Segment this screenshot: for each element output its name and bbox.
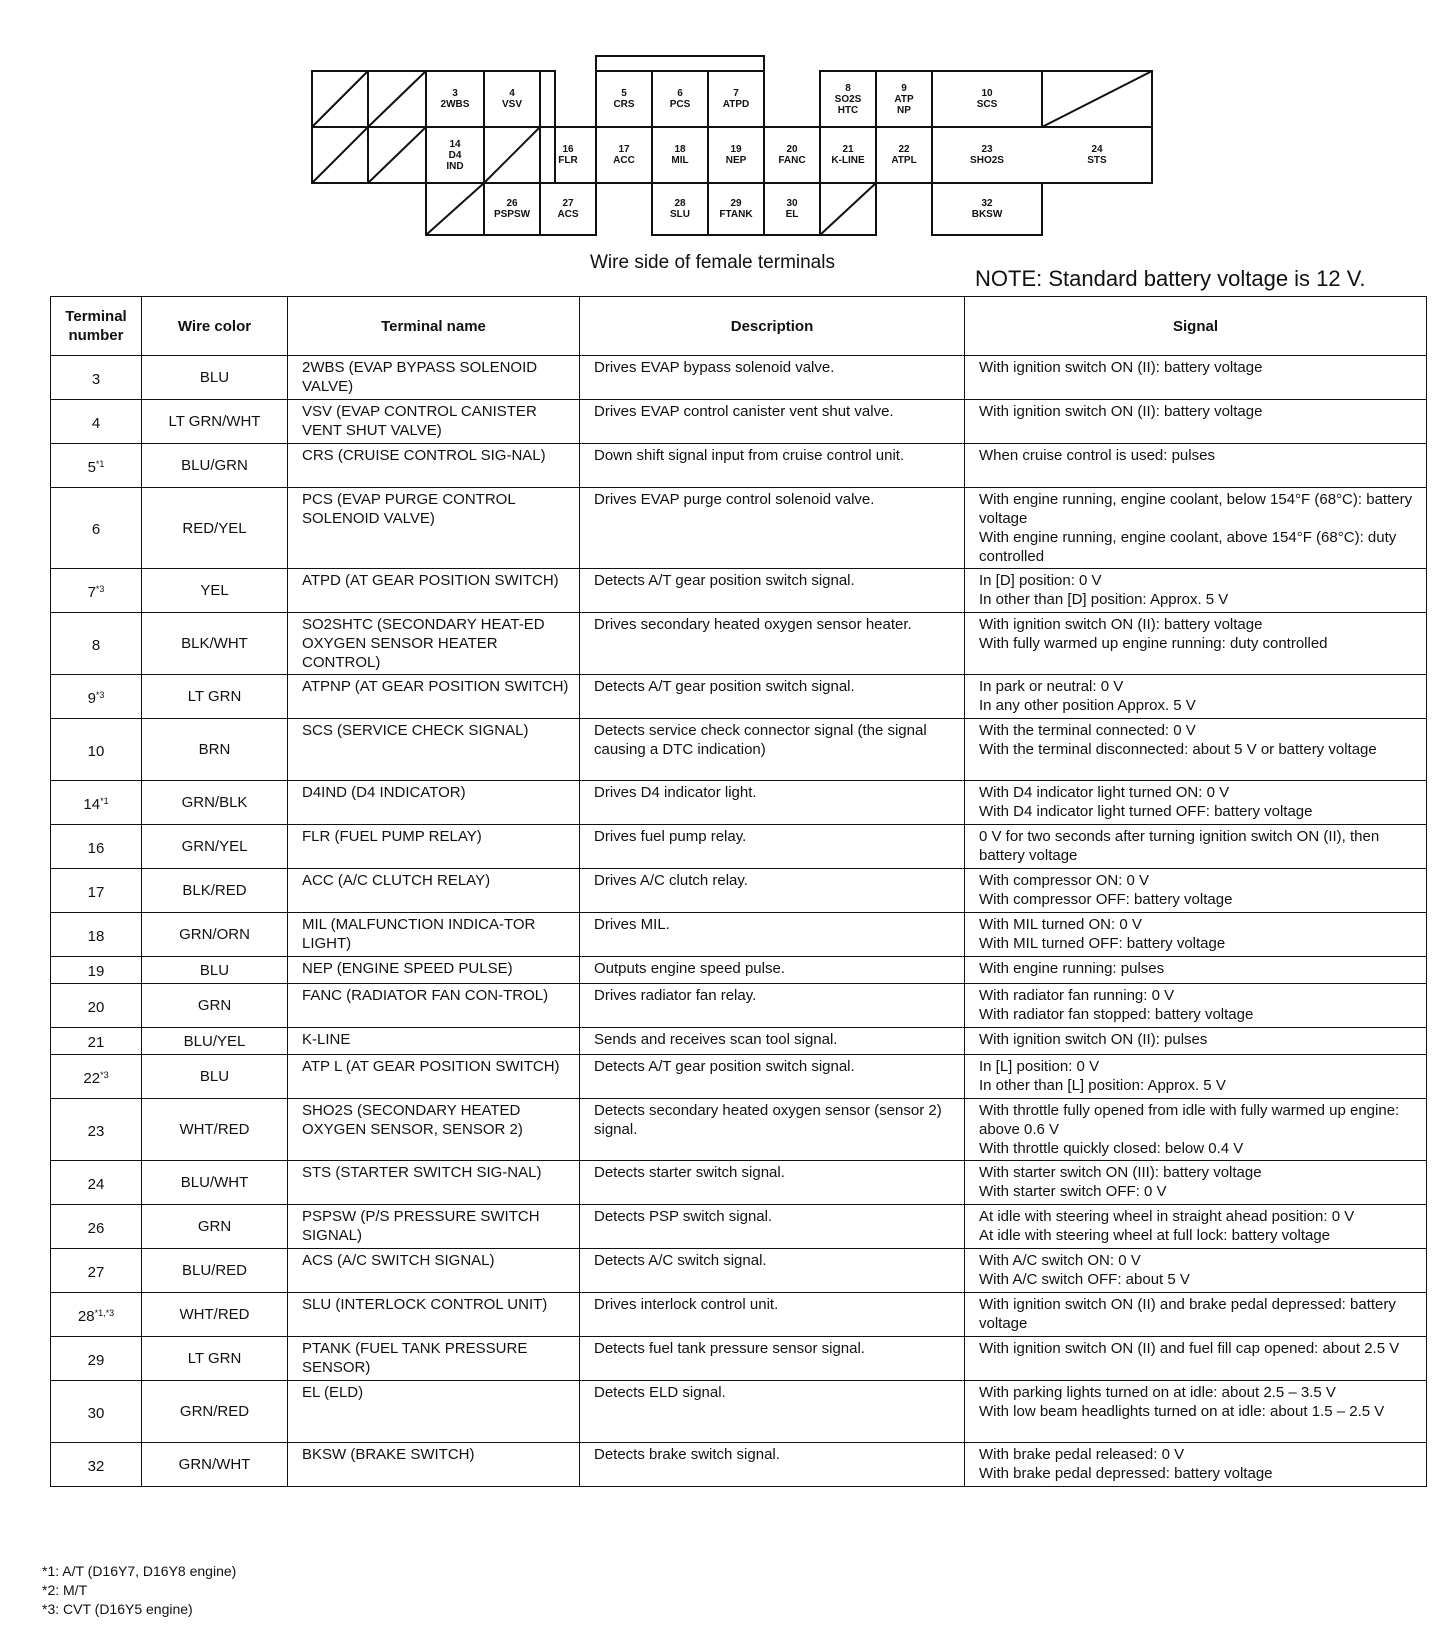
signal-line: With engine running, engine coolant, below 154°F (68°C): battery voltage <box>979 491 1413 527</box>
table-row <box>51 719 1427 781</box>
terminal-number-cell <box>51 488 142 569</box>
table-row <box>51 1293 1427 1337</box>
cavity-24: 24 STS <box>1087 144 1107 166</box>
signal-line: With low beam headlights turned on at idle: about 1.5 – 2.5 V <box>979 1403 1385 1420</box>
terminal-number: 21 <box>87 1034 105 1051</box>
terminal-number-cell <box>51 1381 142 1443</box>
terminal-name: EL (ELD) <box>288 1381 580 1443</box>
table-row <box>51 1249 1427 1293</box>
description: Drives interlock control unit. <box>580 1293 965 1337</box>
signal-line: With MIL turned OFF: battery voltage <box>979 935 1226 952</box>
terminal-name: 2WBS (EVAP BYPASS SOLENOID VALVE) <box>288 356 580 400</box>
connector-diagram <box>0 0 1456 250</box>
terminal-number: 32 <box>87 1457 105 1475</box>
signal-line: With the terminal connected: 0 V <box>979 722 1196 739</box>
footnote-ref: *1 <box>100 795 109 806</box>
signal-line: With ignition switch ON (II): battery voltage <box>979 616 1263 633</box>
terminal-number: 14 <box>83 795 101 813</box>
cavity-16: 16 FLR <box>558 144 578 166</box>
description: Drives EVAP control canister vent shut valve. <box>580 400 965 444</box>
table-row <box>51 869 1427 913</box>
footnotes <box>42 1562 236 1619</box>
terminal-number-cell <box>51 1293 142 1337</box>
table-header-row <box>51 297 1427 356</box>
description: Drives A/C clutch relay. <box>580 869 965 913</box>
signal <box>965 613 1427 675</box>
wire-color: YEL <box>142 569 288 613</box>
header-signal: Signal <box>965 297 1427 356</box>
signal <box>965 569 1427 613</box>
terminal-number: 6 <box>91 521 101 538</box>
footnote-ref: *3 <box>95 583 105 594</box>
wire-color: GRN/RED <box>142 1381 288 1443</box>
terminal-name: MIL (MALFUNCTION INDICA-TOR LIGHT) <box>288 913 580 957</box>
cavity-32: 32 BKSW <box>971 198 1003 220</box>
terminal-name: STS (STARTER SWITCH SIG-NAL) <box>288 1161 580 1205</box>
signal <box>965 984 1427 1028</box>
terminal-number-cell <box>51 1055 142 1099</box>
terminal-name: K-LINE <box>288 1028 580 1055</box>
terminal-name: SO2SHTC (SECONDARY HEAT-ED OXYGEN SENSOR HEATER CONTROL) <box>288 613 580 675</box>
description: Detects A/T gear position switch signal. <box>580 675 965 719</box>
signal-line: With ignition switch ON (II): pulses <box>979 1031 1208 1048</box>
description: Detects A/C switch signal. <box>580 1249 965 1293</box>
terminal-number: 9 <box>87 689 96 707</box>
terminal-number-cell <box>51 356 142 400</box>
terminal-number: 17 <box>87 883 105 901</box>
description: Drives radiator fan relay. <box>580 984 965 1028</box>
table-row <box>51 1161 1427 1205</box>
terminal-number-cell <box>51 825 142 869</box>
signal <box>965 1099 1427 1161</box>
terminal-number: 27 <box>87 1263 105 1281</box>
terminal-name: ATP L (AT GEAR POSITION SWITCH) <box>288 1055 580 1099</box>
table-row <box>51 569 1427 613</box>
signal <box>965 957 1427 984</box>
terminal-number: 19 <box>87 963 105 980</box>
description: Sends and receives scan tool signal. <box>580 1028 965 1055</box>
footnote-ref: *3 <box>100 1069 109 1080</box>
description: Drives EVAP purge control solenoid valve. <box>580 488 965 569</box>
terminal-number: 10 <box>87 742 105 760</box>
terminal-number: 28 <box>77 1307 95 1325</box>
signal <box>965 488 1427 569</box>
terminal-number: 8 <box>91 636 101 654</box>
footnote: *2: M/T <box>42 1582 88 1598</box>
cavity-30: 30 EL <box>785 198 799 220</box>
terminal-number: 16 <box>87 839 105 857</box>
signal <box>965 869 1427 913</box>
terminal-number: 30 <box>87 1404 105 1422</box>
signal-line: With radiator fan running: 0 V <box>979 987 1175 1004</box>
signal-line: With throttle fully opened from idle with fully warmed up engine: above 0.6 V <box>979 1102 1400 1138</box>
cavity-29: 29 FTANK <box>719 198 753 220</box>
description: Detects A/T gear position switch signal. <box>580 569 965 613</box>
cavity-3: 3 2WBS <box>440 88 470 110</box>
table-row <box>51 825 1427 869</box>
wire-color: BLK/RED <box>142 869 288 913</box>
signal <box>965 719 1427 781</box>
cavity-10: 10 SCS <box>976 88 998 110</box>
signal-line: In other than [L] position: Approx. 5 V <box>979 1077 1226 1094</box>
header-description: Description <box>580 297 965 356</box>
cavity-6: 6 PCS <box>669 88 691 110</box>
description: Detects brake switch signal. <box>580 1443 965 1487</box>
cavity-9: 9 ATP NP <box>894 82 914 116</box>
signal-line: With ignition switch ON (II): battery voltage <box>979 403 1263 420</box>
description: Detects ELD signal. <box>580 1381 965 1443</box>
wire-color: BLU/WHT <box>142 1161 288 1205</box>
terminal-number-cell <box>51 1028 142 1055</box>
terminal-name: SCS (SERVICE CHECK SIGNAL) <box>288 719 580 781</box>
signal <box>965 781 1427 825</box>
signal <box>965 1028 1427 1055</box>
terminal-number: 4 <box>91 414 101 432</box>
terminal-name: NEP (ENGINE SPEED PULSE) <box>288 957 580 984</box>
signal-line: With MIL turned ON: 0 V <box>979 916 1142 933</box>
signal-line: With brake pedal depressed: battery voltage <box>979 1465 1273 1482</box>
wire-color: BRN <box>142 719 288 781</box>
table-row <box>51 984 1427 1028</box>
terminal-name: D4IND (D4 INDICATOR) <box>288 781 580 825</box>
table-row <box>51 488 1427 569</box>
cavity-4: 4 VSV <box>501 88 522 110</box>
terminal-name: PSPSW (P/S PRESSURE SWITCH SIGNAL) <box>288 1205 580 1249</box>
wire-color: GRN <box>142 1205 288 1249</box>
terminal-number: 3 <box>91 370 101 388</box>
terminal-number: 29 <box>87 1351 105 1369</box>
cavity-21: 21 K-LINE <box>831 144 865 166</box>
table-row <box>51 444 1427 488</box>
wire-color: GRN/BLK <box>142 781 288 825</box>
terminal-name: FLR (FUEL PUMP RELAY) <box>288 825 580 869</box>
description: Drives fuel pump relay. <box>580 825 965 869</box>
terminal-number-cell <box>51 984 142 1028</box>
terminal-name: PTANK (FUEL TANK PRESSURE SENSOR) <box>288 1337 580 1381</box>
wire-color: BLU/GRN <box>142 444 288 488</box>
table-row <box>51 1443 1427 1487</box>
description: Detects fuel tank pressure sensor signal. <box>580 1337 965 1381</box>
terminal-number: 24 <box>87 1175 105 1193</box>
signal-line: At idle with steering wheel in straight ahead position: 0 V <box>979 1208 1355 1225</box>
wire-color: BLU <box>142 356 288 400</box>
signal <box>965 400 1427 444</box>
header-terminal-name: Terminal name <box>288 297 580 356</box>
signal <box>965 1161 1427 1205</box>
cavity-19: 19 NEP <box>725 144 747 166</box>
signal-line: In park or neutral: 0 V <box>979 678 1124 695</box>
voltage-note: NOTE: Standard battery voltage is 12 V. <box>975 266 1366 291</box>
signal-line: With starter switch ON (III): battery voltage <box>979 1164 1262 1181</box>
signal-line: With compressor ON: 0 V <box>979 872 1150 889</box>
wire-color: GRN/YEL <box>142 825 288 869</box>
wire-color: RED/YEL <box>142 488 288 569</box>
description: Detects PSP switch signal. <box>580 1205 965 1249</box>
table-row <box>51 781 1427 825</box>
signal <box>965 1249 1427 1293</box>
signal-line: With ignition switch ON (II): battery voltage <box>979 359 1263 376</box>
wire-color: LT GRN/WHT <box>142 400 288 444</box>
cavity-26: 26 PSPSW <box>493 198 531 220</box>
terminal-number-cell <box>51 1337 142 1381</box>
footnote-ref: *1 <box>95 458 105 469</box>
signal-line: In any other position Approx. 5 V <box>979 697 1196 714</box>
terminal-number: 22 <box>83 1069 101 1087</box>
table-row <box>51 1337 1427 1381</box>
cavity-27: 27 ACS <box>557 198 579 220</box>
terminal-number: 7 <box>87 583 96 601</box>
terminal-number: 18 <box>87 927 105 945</box>
table-row <box>51 400 1427 444</box>
wire-color: LT GRN <box>142 1337 288 1381</box>
signal-line: With brake pedal released: 0 V <box>979 1446 1185 1463</box>
header-wire-color: Wire color <box>142 297 288 356</box>
cavity-18: 18 MIL <box>671 144 689 166</box>
footnote: *3: CVT (D16Y5 engine) <box>42 1601 193 1617</box>
signal-line: With ignition switch ON (II) and fuel fill cap opened: about 2.5 V <box>979 1340 1400 1357</box>
signal <box>965 444 1427 488</box>
cavity-7: 7 ATPD <box>722 88 750 110</box>
signal-line: In other than [D] position: Approx. 5 V <box>979 591 1229 608</box>
terminal-name: CRS (CRUISE CONTROL SIG-NAL) <box>288 444 580 488</box>
cavity-23: 23 SHO2S <box>970 144 1004 166</box>
terminal-table <box>50 296 1427 1487</box>
table-row <box>51 675 1427 719</box>
wire-color: BLU <box>142 957 288 984</box>
footnote-ref: *1,*3 <box>94 1307 115 1318</box>
terminal-name: SHO2S (SECONDARY HEATED OXYGEN SENSOR, SENSOR 2) <box>288 1099 580 1161</box>
signal <box>965 1293 1427 1337</box>
table-row <box>51 957 1427 984</box>
wire-color: GRN/WHT <box>142 1443 288 1487</box>
terminal-name: VSV (EVAP CONTROL CANISTER VENT SHUT VALVE) <box>288 400 580 444</box>
signal-line: With A/C switch OFF: about 5 V <box>979 1271 1190 1288</box>
signal-line: In [D] position: 0 V <box>979 572 1102 589</box>
table-row <box>51 613 1427 675</box>
signal <box>965 356 1427 400</box>
terminal-number-cell <box>51 1205 142 1249</box>
wire-color: BLU <box>142 1055 288 1099</box>
description: Outputs engine speed pulse. <box>580 957 965 984</box>
signal <box>965 1337 1427 1381</box>
signal <box>965 675 1427 719</box>
wire-color: BLK/WHT <box>142 613 288 675</box>
terminal-number-cell <box>51 957 142 984</box>
signal-line: At idle with steering wheel at full lock: battery voltage <box>979 1227 1331 1244</box>
terminal-number-cell <box>51 444 142 488</box>
signal <box>965 1055 1427 1099</box>
description: Detects A/T gear position switch signal. <box>580 1055 965 1099</box>
terminal-number-cell <box>51 719 142 781</box>
wire-color: BLU/YEL <box>142 1028 288 1055</box>
terminal-number: 23 <box>87 1122 105 1140</box>
signal-line: With D4 indicator light turned ON: 0 V <box>979 784 1230 801</box>
terminal-name: SLU (INTERLOCK CONTROL UNIT) <box>288 1293 580 1337</box>
terminal-name: ACS (A/C SWITCH SIGNAL) <box>288 1249 580 1293</box>
terminal-number-cell <box>51 869 142 913</box>
terminal-name: BKSW (BRAKE SWITCH) <box>288 1443 580 1487</box>
footnote-ref: *3 <box>95 689 105 700</box>
signal <box>965 1381 1427 1443</box>
signal-line: With engine running, engine coolant, above 154°F (68°C): duty controlled <box>979 529 1397 565</box>
wire-color: LT GRN <box>142 675 288 719</box>
terminal-number-cell <box>51 569 142 613</box>
description: Drives secondary heated oxygen sensor heater. <box>580 613 965 675</box>
terminal-name: ATPD (AT GEAR POSITION SWITCH) <box>288 569 580 613</box>
cavity-8: 8 SO2S HTC <box>834 82 862 116</box>
table-row <box>51 1381 1427 1443</box>
signal-line: With compressor OFF: battery voltage <box>979 891 1233 908</box>
signal-line: With the terminal disconnected: about 5 V or battery voltage <box>979 741 1377 758</box>
terminal-number-cell <box>51 913 142 957</box>
terminal-number-cell <box>51 613 142 675</box>
signal-line: With A/C switch ON: 0 V <box>979 1252 1141 1269</box>
signal <box>965 913 1427 957</box>
cavity-17: 17 ACC <box>613 144 635 166</box>
signal-line: With engine running: pulses <box>979 960 1165 977</box>
terminal-number: 26 <box>87 1219 105 1237</box>
description: Down shift signal input from cruise control unit. <box>580 444 965 488</box>
signal-line: With ignition switch ON (II) and brake pedal depressed: battery voltage <box>979 1296 1396 1332</box>
table-row <box>51 1028 1427 1055</box>
description: Drives MIL. <box>580 913 965 957</box>
wire-color: WHT/RED <box>142 1293 288 1337</box>
signal-line: With radiator fan stopped: battery voltage <box>979 1006 1254 1023</box>
terminal-number-cell <box>51 675 142 719</box>
terminal-number-cell <box>51 400 142 444</box>
description: Drives EVAP bypass solenoid valve. <box>580 356 965 400</box>
signal-line: With throttle quickly closed: below 0.4 V <box>979 1140 1244 1157</box>
terminal-number-cell <box>51 781 142 825</box>
terminal-name: ATPNP (AT GEAR POSITION SWITCH) <box>288 675 580 719</box>
description: Detects secondary heated oxygen sensor (sensor 2) signal. <box>580 1099 965 1161</box>
terminal-name: ACC (A/C CLUTCH RELAY) <box>288 869 580 913</box>
signal <box>965 1205 1427 1249</box>
terminal-number-cell <box>51 1249 142 1293</box>
signal-line: With D4 indicator light turned OFF: battery voltage <box>979 803 1313 820</box>
header-terminal-number: Terminal number <box>51 297 142 356</box>
table-row <box>51 1205 1427 1249</box>
terminal-name: PCS (EVAP PURGE CONTROL SOLENOID VALVE) <box>288 488 580 569</box>
terminal-number-cell <box>51 1443 142 1487</box>
cavity-20: 20 FANC <box>778 144 806 166</box>
terminal-number-cell <box>51 1099 142 1161</box>
wire-color: GRN/ORN <box>142 913 288 957</box>
signal <box>965 825 1427 869</box>
description: Drives D4 indicator light. <box>580 781 965 825</box>
cavity-5: 5 CRS <box>613 88 635 110</box>
signal-line: In [L] position: 0 V <box>979 1058 1100 1075</box>
signal <box>965 1443 1427 1487</box>
signal-line: With fully warmed up engine running: duty controlled <box>979 635 1328 652</box>
table-row <box>51 356 1427 400</box>
table-row <box>51 913 1427 957</box>
description: Detects starter switch signal. <box>580 1161 965 1205</box>
wire-color: GRN <box>142 984 288 1028</box>
footnote: *1: A/T (D16Y7, D16Y8 engine) <box>42 1563 237 1579</box>
signal-line: With parking lights turned on at idle: about 2.5 – 3.5 V <box>979 1384 1336 1401</box>
cavity-22: 22 ATPL <box>891 144 917 166</box>
terminal-table-wrap <box>50 296 1426 1487</box>
terminal-name: FANC (RADIATOR FAN CON-TROL) <box>288 984 580 1028</box>
terminal-number-cell <box>51 1161 142 1205</box>
signal-line: 0 V for two seconds after turning ignition switch ON (II), then battery voltage <box>979 828 1380 864</box>
table-row <box>51 1055 1427 1099</box>
wire-color: BLU/RED <box>142 1249 288 1293</box>
cavity-28: 28 SLU <box>670 198 690 220</box>
connector-caption: Wire side of female terminals <box>590 252 835 273</box>
cavity-14: 14 D4 IND <box>446 138 464 172</box>
description: Detects service check connector signal (the signal causing a DTC indication) <box>580 719 965 781</box>
table-row <box>51 1099 1427 1161</box>
signal-line: When cruise control is used: pulses <box>979 447 1215 464</box>
terminal-number: 20 <box>87 998 105 1016</box>
wire-color: WHT/RED <box>142 1099 288 1161</box>
signal-line: With starter switch OFF: 0 V <box>979 1183 1167 1200</box>
terminal-number: 5 <box>87 458 96 476</box>
